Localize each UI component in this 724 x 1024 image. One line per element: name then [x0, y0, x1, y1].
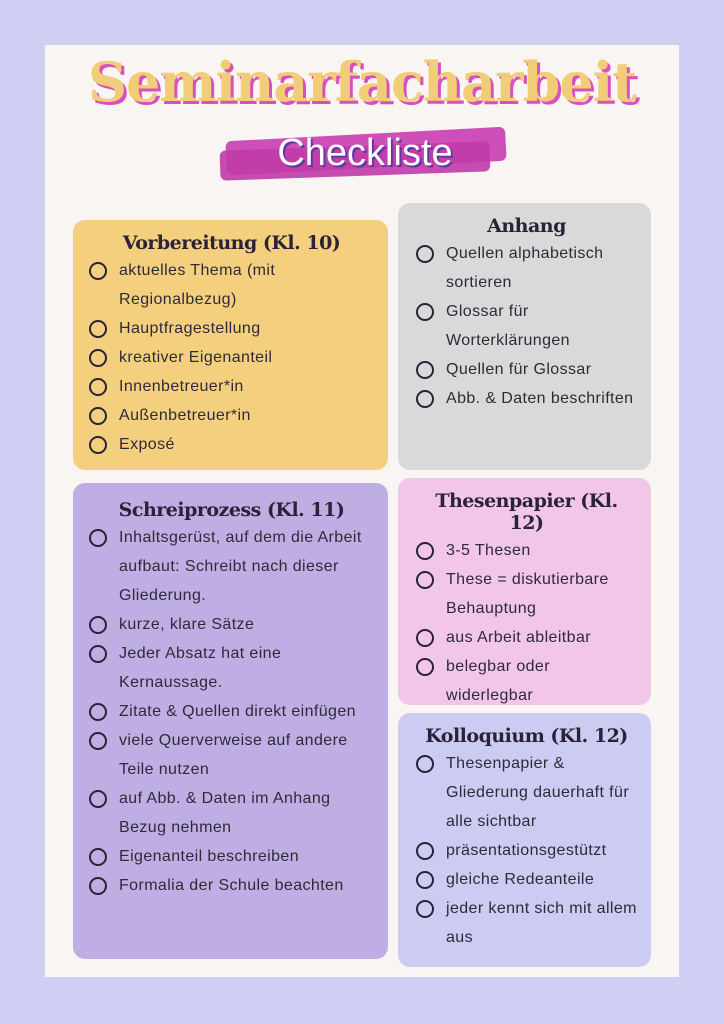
checklist-item-label: aus Arbeit ableitbar — [446, 629, 591, 646]
checklist-item-label: belegbar oder widerlegbar — [446, 658, 550, 704]
checkbox-circle-icon[interactable] — [416, 900, 434, 918]
checklist-item[interactable] — [89, 784, 374, 842]
checkbox-circle-icon[interactable] — [416, 542, 434, 560]
checklist-item-label: Quellen alphabetisch sortieren — [446, 245, 604, 291]
checklist-item[interactable] — [416, 355, 637, 384]
checklist-item[interactable] — [89, 523, 374, 610]
checklist-item-label: aktuelles Thema (mit Regionalbezug) — [119, 262, 276, 308]
checklist-item-label: gleiche Redeanteile — [446, 871, 595, 888]
checklist-item-label: Eigenanteil beschreiben — [119, 848, 299, 865]
card-schreiprozess — [73, 483, 388, 959]
checklist-item[interactable] — [89, 610, 374, 639]
checklist-item[interactable] — [89, 314, 374, 343]
checkbox-circle-icon[interactable] — [416, 755, 434, 773]
checklist-item-label: These = diskutierbare Behauptung — [446, 571, 609, 617]
checkbox-circle-icon[interactable] — [89, 848, 107, 866]
checkbox-circle-icon[interactable] — [89, 320, 107, 338]
checkbox-circle-icon[interactable] — [416, 871, 434, 889]
checkbox-circle-icon[interactable] — [416, 245, 434, 263]
checkbox-circle-icon[interactable] — [89, 877, 107, 895]
checklist-item[interactable] — [89, 639, 374, 697]
checkbox-circle-icon[interactable] — [416, 658, 434, 676]
checklist-item-label: Exposé — [119, 436, 175, 453]
checklist-item[interactable] — [89, 726, 374, 784]
poster-title: Seminarfacharbeit — [87, 50, 637, 114]
checkbox-circle-icon[interactable] — [89, 645, 107, 663]
checklist-item-label: Hauptfragestellung — [119, 320, 261, 337]
checklist-item[interactable] — [89, 372, 374, 401]
checkbox-circle-icon[interactable] — [416, 842, 434, 860]
checklist-item[interactable] — [416, 297, 637, 355]
checklist-item[interactable] — [416, 836, 637, 865]
checklist-item[interactable] — [416, 749, 637, 836]
checkbox-circle-icon[interactable] — [416, 390, 434, 408]
checkbox-circle-icon[interactable] — [416, 361, 434, 379]
checklist-item[interactable] — [416, 865, 637, 894]
checklist-item-label: Quellen für Glossar — [446, 361, 592, 378]
card-title: Thesenpapier (Kl. 12) — [435, 490, 618, 534]
card-thesenpapier — [398, 478, 651, 705]
checklist-item-label: Abb. & Daten beschriften — [446, 390, 634, 407]
checklist-item[interactable] — [89, 343, 374, 372]
checklist-item-label: viele Querverweise auf andere Teile nutzen — [119, 732, 348, 778]
checkbox-circle-icon[interactable] — [89, 378, 107, 396]
checklist-item[interactable] — [416, 536, 637, 565]
checkbox-circle-icon[interactable] — [89, 349, 107, 367]
checklist-item-label: Inhaltsgerüst, auf dem die Arbeit aufbaut: Schreibt nach dieser Gliederung. — [119, 529, 362, 604]
checklist — [416, 749, 637, 952]
checklist-item-label: Zitate & Quellen direkt einfügen — [119, 703, 356, 720]
checkbox-circle-icon[interactable] — [89, 732, 107, 750]
checklist-item[interactable] — [89, 842, 374, 871]
card-vorbereitung — [73, 220, 388, 470]
checklist-item[interactable] — [89, 430, 374, 459]
checkbox-circle-icon[interactable] — [89, 790, 107, 808]
checklist — [89, 523, 374, 900]
checkbox-circle-icon[interactable] — [416, 571, 434, 589]
checklist-item[interactable] — [416, 623, 637, 652]
card-title: Anhang — [487, 215, 566, 237]
card-kolloquium — [398, 713, 651, 967]
checkbox-circle-icon[interactable] — [416, 303, 434, 321]
card-anhang — [398, 203, 651, 470]
checklist-item-label: auf Abb. & Daten im Anhang Bezug nehmen — [119, 790, 331, 836]
checklist-item[interactable] — [416, 565, 637, 623]
checklist-item-label: kurze, klare Sätze — [119, 616, 255, 633]
checkbox-circle-icon[interactable] — [89, 616, 107, 634]
checklist-item-label: Jeder Absatz hat eine Kernaussage. — [119, 645, 282, 691]
card-title: Kolloquium (Kl. 12) — [425, 725, 628, 747]
checkbox-circle-icon[interactable] — [416, 629, 434, 647]
checklist-item-label: kreativer Eigenanteil — [119, 349, 273, 366]
checklist-item-label: Glossar für Worterklärungen — [446, 303, 570, 349]
checkbox-circle-icon[interactable] — [89, 703, 107, 721]
checklist-item-label: Innenbetreuer*in — [119, 378, 244, 395]
checkbox-circle-icon[interactable] — [89, 407, 107, 425]
checklist-item[interactable] — [89, 401, 374, 430]
checklist-item-label: Außenbetreuer*in — [119, 407, 251, 424]
card-title: Schreiprozess (Kl. 11) — [118, 499, 345, 521]
checkbox-circle-icon[interactable] — [89, 436, 107, 454]
checklist-item[interactable] — [89, 871, 374, 900]
checklist-item-label: jeder kennt sich mit allem aus — [446, 900, 637, 946]
checklist-item-label: Formalia der Schule beachten — [119, 877, 344, 894]
checklist — [89, 256, 374, 459]
checkbox-circle-icon[interactable] — [89, 262, 107, 280]
checklist-item[interactable] — [416, 894, 637, 952]
checklist-banner — [220, 130, 510, 180]
checklist-item-label: Thesenpapier & Gliederung dauerhaft für alle sichtbar — [446, 755, 630, 830]
checklist-item[interactable] — [416, 384, 637, 413]
checklist-item-label: 3-5 Thesen — [446, 542, 531, 559]
checklist-item[interactable] — [416, 652, 637, 710]
checklist — [416, 536, 637, 710]
banner-text: Checkliste — [277, 132, 453, 174]
checklist-item[interactable] — [416, 239, 637, 297]
checklist-item[interactable] — [89, 697, 374, 726]
checklist — [416, 239, 637, 413]
checkbox-circle-icon[interactable] — [89, 529, 107, 547]
checklist-item-label: präsentationsgestützt — [446, 842, 607, 859]
checklist-item[interactable] — [89, 256, 374, 314]
card-title: Vorbereitung (Kl. 10) — [122, 232, 341, 254]
